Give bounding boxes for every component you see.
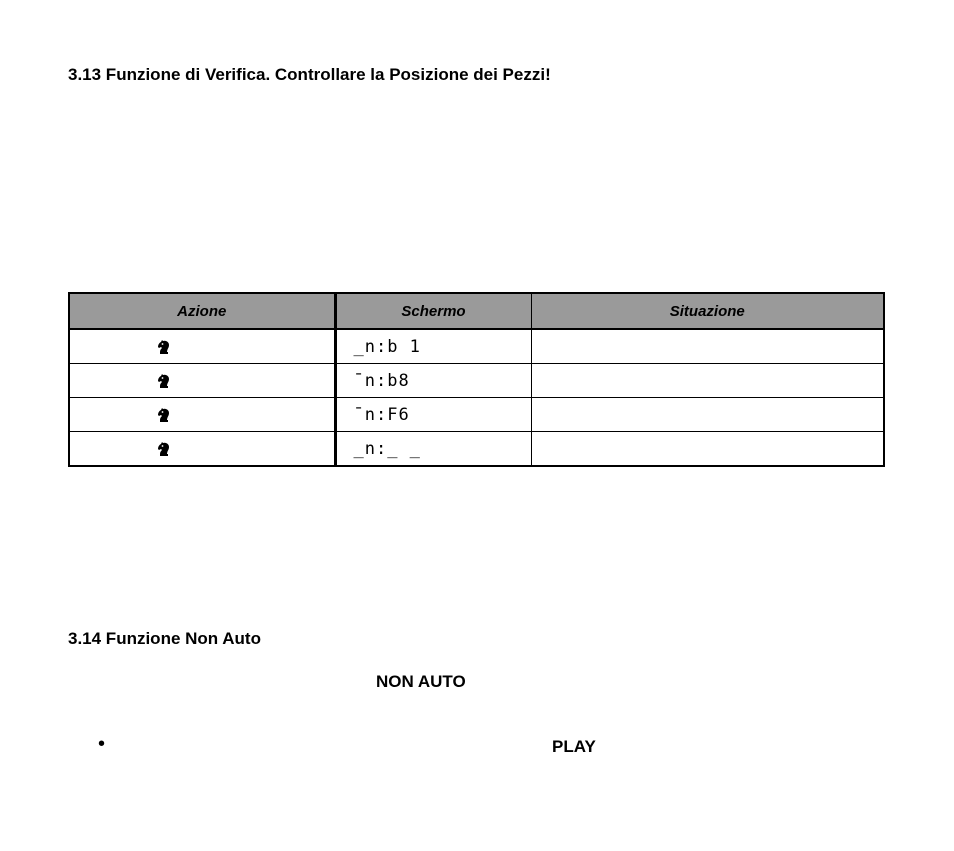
column-header-schermo: Schermo xyxy=(335,293,531,329)
table-row xyxy=(69,398,884,432)
black-knight-icon xyxy=(156,441,172,457)
lcd-display-text: _n:b 1 xyxy=(353,336,421,357)
situation-cell xyxy=(531,432,884,467)
verification-table xyxy=(68,292,885,467)
display-cell xyxy=(335,432,531,467)
action-cell xyxy=(69,329,335,364)
non-auto-keyword: NON AUTO xyxy=(376,672,466,691)
column-header-situazione: Situazione xyxy=(531,293,884,329)
situation-cell xyxy=(531,364,884,398)
column-header-azione: Azione xyxy=(69,293,335,329)
lcd-display-text: ¯n:b8 xyxy=(353,370,410,391)
black-knight-icon xyxy=(156,407,172,423)
black-knight-icon xyxy=(156,339,172,355)
table-row xyxy=(69,364,884,398)
table-header-row xyxy=(69,293,884,329)
section-heading-3-14: 3.14 Funzione Non Auto xyxy=(68,629,261,648)
black-knight-icon xyxy=(156,373,172,389)
play-keyword: PLAY xyxy=(552,737,596,756)
situation-cell xyxy=(531,329,884,364)
action-cell xyxy=(69,398,335,432)
lcd-display-text: _n:_ _ xyxy=(353,438,421,459)
display-cell xyxy=(335,398,531,432)
lcd-display-text: ¯n:F6 xyxy=(353,404,410,425)
bullet-point: • xyxy=(98,733,106,755)
table-row xyxy=(69,329,884,364)
table-row xyxy=(69,432,884,467)
situation-cell xyxy=(531,398,884,432)
action-cell xyxy=(69,364,335,398)
display-cell xyxy=(335,364,531,398)
section-heading-3-13: 3.13 Funzione di Verifica. Controllare la Posizione dei Pezzi! xyxy=(68,65,551,84)
display-cell xyxy=(335,329,531,364)
action-cell xyxy=(69,432,335,467)
